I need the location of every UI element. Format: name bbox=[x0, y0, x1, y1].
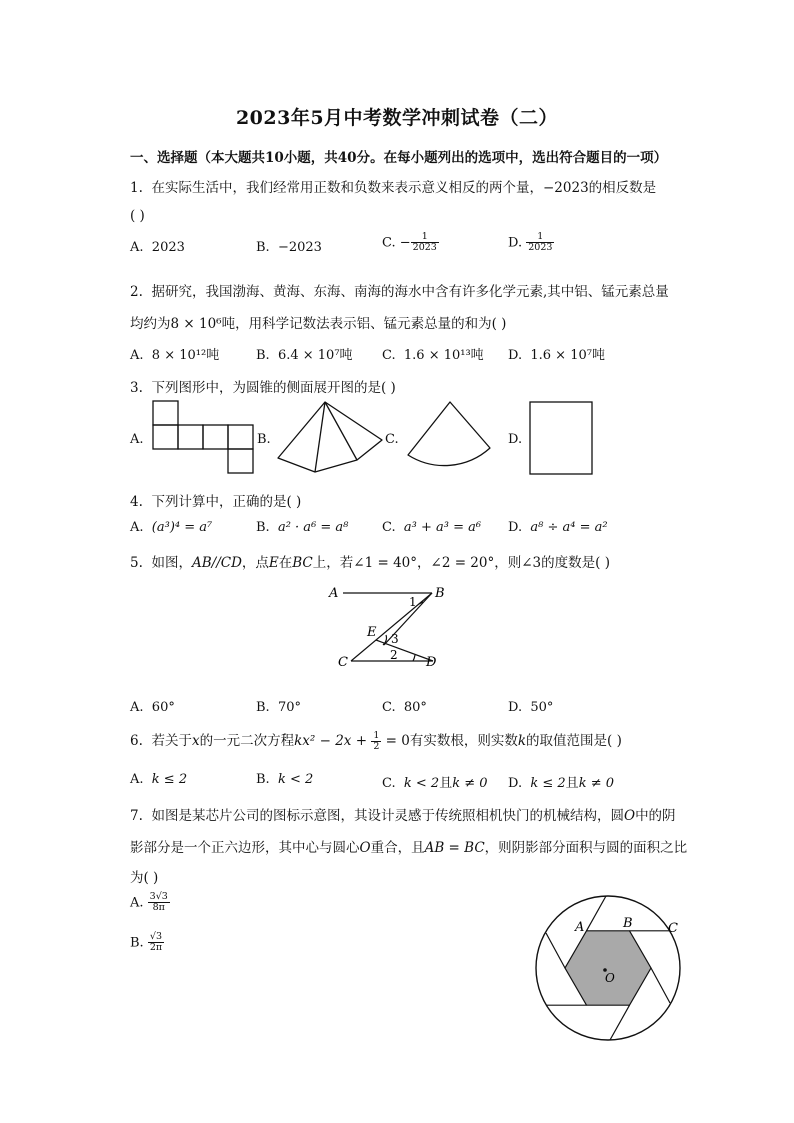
q5-expr: AB//CD bbox=[191, 555, 242, 571]
q6-fraction bbox=[371, 731, 381, 753]
fraction-numerator: 1 bbox=[411, 232, 439, 243]
point-c-label: C bbox=[668, 921, 678, 936]
q1-expr: −2023 bbox=[542, 180, 589, 196]
square-figure bbox=[528, 400, 598, 475]
q1-c-fraction bbox=[411, 232, 439, 254]
fraction-denominator: 2 bbox=[373, 741, 380, 752]
option-label: A. bbox=[130, 895, 144, 911]
q6-option-b[interactable] bbox=[256, 772, 313, 787]
shutter-logo-figure bbox=[530, 890, 690, 1050]
q5-option-c[interactable] bbox=[382, 700, 427, 715]
q4-number: 4. bbox=[130, 494, 143, 510]
option-label: A. bbox=[130, 348, 144, 363]
option-label: A. bbox=[130, 700, 144, 715]
q1-tail: 的相反数是 bbox=[588, 180, 657, 196]
q6-text: 有实数根，则实数 bbox=[409, 733, 518, 749]
q5-expr: ∠3 bbox=[521, 555, 542, 571]
q2-option-c[interactable] bbox=[382, 344, 484, 363]
q7-expr: O bbox=[359, 840, 371, 856]
question-5 bbox=[130, 551, 610, 571]
option-connector: 且 bbox=[439, 776, 453, 791]
fraction-denominator: 2π bbox=[149, 942, 163, 954]
question-4 bbox=[130, 490, 301, 510]
q2-number: 2. bbox=[130, 284, 143, 300]
pyramid-net-figure bbox=[275, 400, 385, 475]
angle-1-label: 1 bbox=[409, 595, 417, 609]
q5-option-a[interactable] bbox=[130, 700, 175, 715]
q4-option-a[interactable] bbox=[130, 520, 212, 535]
q7-expr: O bbox=[623, 808, 636, 824]
fraction-denominator: 2023 bbox=[528, 242, 553, 254]
q3-option-b-label[interactable]: B. bbox=[257, 432, 271, 447]
q6-number: 6. bbox=[130, 733, 143, 749]
question-3 bbox=[130, 376, 396, 396]
option-label: D. bbox=[508, 700, 523, 715]
q1-option-d[interactable] bbox=[508, 232, 554, 254]
q7-text: 中的阴 bbox=[635, 808, 676, 824]
q1-paren: ( ) bbox=[130, 208, 145, 224]
q7-line-3: 为( ) bbox=[130, 870, 159, 886]
q6-option-c[interactable] bbox=[382, 772, 488, 791]
q5-option-b[interactable] bbox=[256, 700, 301, 715]
q5-text: ， bbox=[417, 555, 431, 571]
section-header: 一、选择题（本大题共10小题，共40分。在每小题列出的选项中，选出符合题目的一项） bbox=[130, 150, 668, 166]
q7-line-2 bbox=[130, 836, 687, 856]
q6-expr: x bbox=[191, 733, 200, 749]
q6-text: 的一元二次方程 bbox=[199, 733, 295, 749]
option-label: D. bbox=[508, 348, 523, 363]
point-e-label: E bbox=[367, 625, 377, 640]
q2-line2-text: 均约为 bbox=[130, 316, 171, 332]
option-value: 1.6 × 10¹³吨 bbox=[403, 348, 484, 363]
option-sign: − bbox=[399, 235, 411, 251]
option-value: −2023 bbox=[277, 240, 322, 255]
option-value: 6.4 × 10⁷吨 bbox=[277, 348, 353, 363]
q3-option-c-label[interactable]: C. bbox=[385, 432, 399, 447]
q7-text: 影部分是一个正六边形，其中心与圆心 bbox=[130, 840, 360, 856]
fraction-numerator: 3√3 bbox=[149, 891, 168, 902]
q4-option-d[interactable] bbox=[508, 520, 608, 535]
q5-text: ，则 bbox=[494, 555, 522, 571]
option-label: C. bbox=[382, 776, 396, 791]
option-value: a⁸ ÷ a⁴ = a² bbox=[530, 520, 608, 535]
q6-equation: kx² − 2x + bbox=[294, 733, 372, 749]
q6-text: 的取值范围是( ) bbox=[526, 733, 622, 749]
question-6 bbox=[130, 729, 622, 752]
q3-text: 下列图形中，为圆锥的侧面展开图的是( ) bbox=[151, 380, 396, 396]
point-d-label: D bbox=[426, 655, 437, 670]
q1-number: 1. bbox=[130, 180, 143, 196]
point-c-label: C bbox=[338, 655, 348, 670]
q4-option-b[interactable] bbox=[256, 520, 348, 535]
q7-text: ，则阴影部分面积与圆的面积之比 bbox=[484, 840, 688, 856]
option-label: C. bbox=[382, 235, 396, 251]
option-label: A. bbox=[130, 520, 144, 535]
q5-text: 如图， bbox=[151, 555, 192, 571]
q7-expr: AB = BC bbox=[424, 840, 485, 856]
option-label: A. bbox=[130, 240, 144, 255]
q6-equation-tail: = 0 bbox=[381, 733, 410, 749]
option-value: (a³)⁴ = a⁷ bbox=[151, 520, 213, 535]
q6-option-a[interactable] bbox=[130, 772, 187, 787]
q7-text: 如图是某芯片公司的图标示意图，其设计灵感于传统照相机快门的机械结构，圆 bbox=[151, 808, 624, 824]
q7-a-fraction bbox=[148, 892, 170, 914]
option-value: k ≠ 0 bbox=[578, 776, 614, 791]
q7-option-a[interactable] bbox=[130, 892, 170, 914]
option-label: D. bbox=[508, 235, 523, 251]
option-label: B. bbox=[256, 772, 270, 787]
q7-number: 7. bbox=[130, 808, 143, 824]
q5-text: 在 bbox=[278, 555, 293, 571]
option-label: B. bbox=[256, 348, 270, 363]
q5-expr: ∠2 = 20° bbox=[430, 555, 495, 571]
q2-line2-expr: 8 × 10⁶ bbox=[170, 316, 222, 332]
q7-option-b[interactable] bbox=[130, 932, 164, 954]
option-value: 80° bbox=[403, 700, 427, 715]
option-label: A. bbox=[130, 772, 144, 787]
parallel-lines-figure bbox=[325, 582, 455, 672]
q5-expr: BC bbox=[292, 555, 313, 571]
option-label: B. bbox=[256, 520, 270, 535]
q3-option-a-label[interactable]: A. bbox=[130, 432, 144, 447]
page-title: 2023年5月中考数学冲刺试卷（二） bbox=[235, 107, 559, 129]
option-label: C. bbox=[382, 700, 396, 715]
fraction-numerator: 1 bbox=[526, 232, 554, 243]
point-b-label: B bbox=[623, 916, 633, 931]
option-label: B. bbox=[130, 935, 144, 951]
q4-option-c[interactable] bbox=[382, 520, 481, 535]
option-label: B. bbox=[256, 700, 270, 715]
q6-expr: k bbox=[517, 733, 527, 749]
q7-text: 重合，且 bbox=[370, 840, 425, 856]
q2-option-a[interactable] bbox=[130, 344, 219, 363]
q6-text: 若关于 bbox=[151, 733, 192, 749]
fraction-denominator: 2023 bbox=[412, 242, 437, 254]
option-value: k < 2 bbox=[277, 772, 314, 787]
option-label: D. bbox=[508, 776, 523, 791]
q5-text: 的度数是( ) bbox=[541, 555, 610, 571]
sector-figure bbox=[400, 400, 500, 475]
option-value: k ≤ 2 bbox=[530, 776, 566, 791]
point-o-label: O bbox=[605, 971, 615, 985]
q2-option-d[interactable] bbox=[508, 344, 605, 363]
option-label: C. bbox=[382, 348, 396, 363]
q5-text: 上，若 bbox=[312, 555, 354, 571]
q4-text: 下列计算中，正确的是( ) bbox=[151, 494, 302, 510]
option-value: 60° bbox=[151, 700, 175, 715]
question-1 bbox=[130, 176, 656, 196]
fraction-denominator: 8π bbox=[152, 902, 165, 914]
option-value: k < 2 bbox=[403, 776, 440, 791]
point-a-label: A bbox=[329, 586, 339, 601]
q1-d-fraction bbox=[526, 232, 554, 254]
option-value: 50° bbox=[530, 700, 554, 715]
q3-option-d-label[interactable]: D. bbox=[508, 432, 523, 447]
q1-option-a[interactable] bbox=[130, 240, 185, 255]
angle-3-label: 3 bbox=[391, 632, 399, 646]
q5-number: 5. bbox=[130, 555, 143, 571]
option-value: k ≤ 2 bbox=[151, 772, 188, 787]
option-value: a² · a⁶ = a⁸ bbox=[277, 520, 349, 535]
angle-2-label: 2 bbox=[390, 648, 398, 662]
fraction-numerator: 1 bbox=[373, 729, 380, 741]
option-label: B. bbox=[256, 240, 270, 255]
option-value: k ≠ 0 bbox=[452, 776, 488, 791]
q1-text: 在实际生活中，我们经常用正数和负数来表示意义相反的两个量， bbox=[151, 180, 543, 196]
option-value: 70° bbox=[277, 700, 301, 715]
q2-option-b[interactable] bbox=[256, 344, 353, 363]
question-7 bbox=[130, 804, 676, 824]
q1-option-b[interactable] bbox=[256, 240, 322, 255]
question-2 bbox=[130, 280, 669, 300]
cube-net-figure bbox=[150, 400, 260, 475]
q5-expr: ∠1 = 40° bbox=[353, 555, 418, 571]
option-value: a³ + a³ = a⁶ bbox=[403, 520, 482, 535]
q2-text: 据研究，我国渤海、黄海、东海、南海的海水中含有许多化学元素,其中铝、锰元素总量 bbox=[151, 284, 669, 300]
option-connector: 且 bbox=[565, 776, 579, 791]
point-b-label: B bbox=[435, 586, 445, 601]
option-value: 1.6 × 10⁷吨 bbox=[530, 348, 605, 363]
q2-line2-tail: 吨，用科学记数法表示铝、锰元素总量的和为( ) bbox=[221, 316, 507, 332]
q5-option-d[interactable] bbox=[508, 700, 553, 715]
option-label: D. bbox=[508, 520, 523, 535]
point-a-label: A bbox=[575, 920, 585, 935]
q5-expr: E bbox=[268, 555, 279, 571]
q6-option-d[interactable] bbox=[508, 772, 614, 791]
q5-text: ，点 bbox=[241, 555, 269, 571]
option-label: C. bbox=[382, 520, 396, 535]
q3-number: 3. bbox=[130, 380, 143, 396]
q7-b-fraction bbox=[148, 932, 164, 954]
option-value: 8 × 10¹²吨 bbox=[151, 348, 220, 363]
fraction-numerator: √3 bbox=[148, 932, 164, 943]
q1-option-c[interactable] bbox=[382, 232, 439, 254]
q2-line-2 bbox=[130, 312, 506, 332]
option-value: 2023 bbox=[151, 240, 185, 255]
